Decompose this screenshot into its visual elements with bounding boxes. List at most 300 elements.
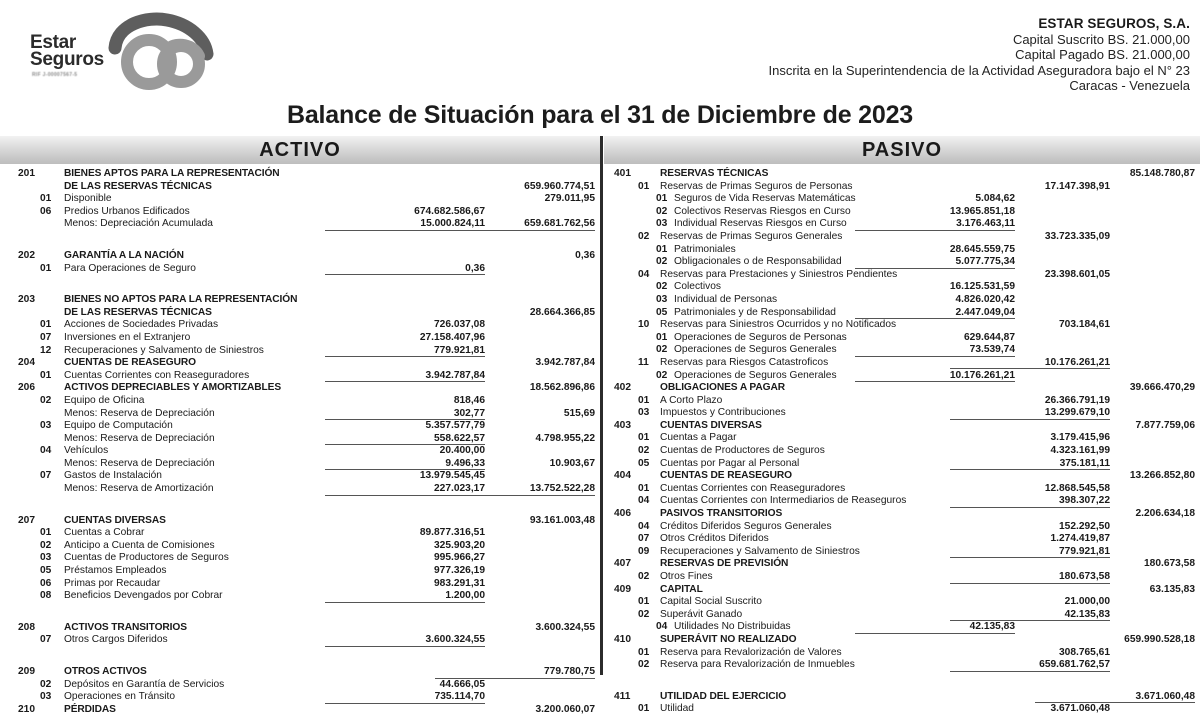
ledger-row bbox=[0, 691, 600, 704]
ledger-row bbox=[604, 281, 1200, 294]
amount-c2: 398.307,22 bbox=[950, 495, 1110, 508]
ledger-row bbox=[0, 420, 600, 433]
ledger-row bbox=[604, 256, 1200, 269]
account-label: UTILIDAD DEL EJERCICIO bbox=[660, 690, 787, 702]
account-code: 06 bbox=[40, 205, 52, 217]
account-code: 208 bbox=[18, 621, 35, 633]
account-code: 01 bbox=[40, 319, 52, 331]
amount-c1: 5.084,62 bbox=[975, 193, 1015, 205]
account-label: Disponible bbox=[64, 193, 112, 205]
logo-wordmark bbox=[30, 34, 104, 68]
account-code: 02 bbox=[656, 281, 668, 293]
amount-c1: 0,36 bbox=[325, 263, 485, 276]
amount-c1: 20.400,00 bbox=[439, 445, 485, 457]
amount-c1: 10.176.261,21 bbox=[855, 370, 1015, 383]
ledger-row bbox=[0, 332, 600, 345]
amount-c2: 779.921,81 bbox=[950, 546, 1110, 559]
account-code: 407 bbox=[614, 558, 631, 570]
capital-suscrito: Capital Suscrito BS. 21.000,00 bbox=[1012, 31, 1190, 47]
amount-c1: 674.682.586,67 bbox=[414, 205, 485, 217]
ledger-row bbox=[604, 370, 1200, 383]
account-label: CUENTAS DE REASEGURO bbox=[64, 357, 196, 369]
account-code: 03 bbox=[638, 407, 650, 419]
amount-c2: 375.181,11 bbox=[950, 458, 1110, 471]
account-code: 03 bbox=[40, 552, 52, 564]
ledger-row bbox=[0, 527, 600, 540]
account-code: 01 bbox=[656, 331, 668, 343]
amount-c1: 13.965.851,18 bbox=[949, 205, 1015, 217]
amount-c1: 995.966,27 bbox=[434, 552, 485, 564]
pasivo-banner-label: PASIVO bbox=[861, 138, 943, 161]
account-code: 11 bbox=[638, 356, 649, 368]
account-label: Reservas para Siniestros Ocurridos y no Notificados bbox=[660, 319, 897, 331]
amount-c1: 325.903,20 bbox=[434, 539, 485, 551]
account-code: 01 bbox=[638, 432, 650, 444]
account-label: Recuperaciones y Salvamento de Siniestros bbox=[660, 545, 860, 557]
account-code: 05 bbox=[40, 565, 52, 577]
account-label: Individual Reservas Riesgos en Curso bbox=[674, 218, 847, 230]
ledger-row bbox=[604, 432, 1200, 445]
account-label: Operaciones de Seguros Generales bbox=[674, 344, 837, 356]
account-label: Operaciones de Seguros de Personas bbox=[674, 331, 847, 343]
account-label: ACTIVOS DEPRECIABLES Y AMORTIZABLES bbox=[64, 382, 282, 394]
amount-c1: 15.000.824,11 bbox=[325, 218, 485, 231]
ledger-row bbox=[0, 590, 600, 603]
account-label: Equipo de Oficina bbox=[64, 394, 145, 406]
account-code: 07 bbox=[40, 331, 52, 343]
activo-column bbox=[0, 168, 600, 716]
amount-c2: 703.184,61 bbox=[1059, 319, 1110, 331]
account-label: Préstamos Empleados bbox=[64, 565, 167, 577]
amount-c1: 302,77 bbox=[325, 408, 485, 421]
spacer-row bbox=[0, 647, 600, 666]
account-code: 410 bbox=[614, 633, 631, 645]
account-label: Cuentas Corrientes con Intermediarios de Reaseguros bbox=[660, 495, 907, 507]
account-code: 07 bbox=[40, 470, 52, 482]
ledger-row bbox=[604, 647, 1200, 660]
account-code: 02 bbox=[40, 394, 52, 406]
amount-c2: 3.942.787,84 bbox=[535, 357, 595, 369]
logo-line-2: Seguros bbox=[30, 49, 104, 70]
amount-c2: 659.960.774,51 bbox=[524, 180, 595, 192]
amount-c3: 180.673,58 bbox=[1144, 558, 1195, 570]
amount-c2: 23.398.601,05 bbox=[1044, 268, 1110, 280]
account-code: 01 bbox=[638, 180, 650, 192]
logo-rif-text: RIF J-00007567-5 bbox=[32, 72, 78, 78]
account-code: 05 bbox=[638, 457, 650, 469]
amount-c3: 7.877.759,06 bbox=[1135, 419, 1195, 431]
account-code: 07 bbox=[40, 634, 52, 646]
account-code: 204 bbox=[18, 357, 35, 369]
amount-c3: 3.671.060,48 bbox=[1035, 691, 1195, 704]
account-label: Operaciones de Seguros Generales bbox=[674, 369, 837, 381]
ledger-row bbox=[604, 546, 1200, 559]
account-label: Seguros de Vida Reservas Matemáticas bbox=[674, 193, 856, 205]
amount-c2: 152.292,50 bbox=[1059, 520, 1110, 532]
account-code: 02 bbox=[656, 205, 668, 217]
account-code: 01 bbox=[656, 193, 668, 205]
account-label: Inversiones en el Extranjero bbox=[64, 331, 191, 343]
account-label: Utilidad bbox=[660, 703, 694, 715]
amount-c1: 977.326,19 bbox=[434, 565, 485, 577]
account-label: A Corto Plazo bbox=[660, 394, 723, 406]
amount-c2: 13.299.679,10 bbox=[950, 407, 1110, 420]
account-code: 03 bbox=[40, 691, 52, 703]
account-label: Reservas de Primas Seguros de Personas bbox=[660, 180, 853, 192]
company-info-block bbox=[769, 16, 1190, 94]
amount-c1: 16.125.531,59 bbox=[949, 281, 1015, 293]
spacer-row bbox=[0, 275, 600, 294]
ledger-row bbox=[0, 704, 600, 716]
ledger-row bbox=[0, 263, 600, 276]
amount-c1: 3.176.463,11 bbox=[855, 218, 1015, 231]
amount-c1: 89.877.316,51 bbox=[419, 527, 485, 539]
ledger-row bbox=[604, 407, 1200, 420]
ledger-row bbox=[604, 596, 1200, 609]
amount-c2: 10.903,67 bbox=[549, 457, 595, 469]
account-label: PASIVOS TRANSITORIOS bbox=[660, 508, 783, 520]
amount-c2: 28.664.366,85 bbox=[529, 306, 595, 318]
amount-c2: 1.274.419,87 bbox=[1050, 533, 1110, 545]
account-code: 01 bbox=[40, 369, 52, 381]
account-label: Anticipo a Cuenta de Comisiones bbox=[64, 539, 215, 551]
account-label: PÉRDIDAS bbox=[64, 703, 116, 715]
account-code: 403 bbox=[614, 419, 631, 431]
account-label: Cuentas Corrientes con Reaseguradores bbox=[64, 369, 250, 381]
ledger-row bbox=[0, 679, 600, 692]
account-label: Cuentas a Pagar bbox=[660, 432, 737, 444]
ledger-row bbox=[604, 294, 1200, 307]
account-label: ACTIVOS TRANSITORIOS bbox=[64, 621, 187, 633]
ledger-row bbox=[0, 357, 600, 370]
ledger-row bbox=[604, 659, 1200, 672]
ledger-row bbox=[0, 515, 600, 528]
amount-c1: 558.622,57 bbox=[325, 433, 485, 446]
amount-c2: 42.135,83 bbox=[950, 609, 1110, 622]
amount-c1: 5.357.577,79 bbox=[425, 420, 485, 432]
account-code: 03 bbox=[656, 293, 668, 305]
ledger-row bbox=[0, 181, 600, 194]
capital-pagado: Capital Pagado BS. 21.000,00 bbox=[1015, 47, 1190, 62]
account-code: 06 bbox=[40, 577, 52, 589]
account-label: Vehículos bbox=[64, 445, 109, 457]
account-label: Colectivos Reservas Riesgos en Curso bbox=[674, 205, 851, 217]
account-label: Cuentas por Pagar al Personal bbox=[660, 457, 800, 469]
account-label: Acciones de Sociedades Privadas bbox=[64, 319, 219, 331]
pasivo-column bbox=[604, 168, 1200, 716]
ledger-row bbox=[0, 218, 600, 231]
amount-c3: 39.666.470,29 bbox=[1129, 382, 1195, 394]
ledger-row bbox=[604, 319, 1200, 332]
account-label: Patrimoniales bbox=[674, 243, 736, 255]
ledger-row bbox=[604, 558, 1200, 571]
amount-c1: 5.077.775,34 bbox=[855, 256, 1015, 269]
amount-c3: 63.135,83 bbox=[1149, 583, 1195, 595]
account-label: RESERVAS TÉCNICAS bbox=[660, 168, 769, 179]
ledger-row bbox=[0, 540, 600, 553]
account-label: Cuentas Corrientes con Reaseguradores bbox=[660, 482, 846, 494]
amount-c1: 726.037,08 bbox=[434, 319, 485, 331]
account-code: 05 bbox=[656, 306, 668, 318]
account-code: 201 bbox=[18, 168, 35, 179]
ledger-row bbox=[604, 495, 1200, 508]
amount-c2: 3.200.060,07 bbox=[535, 703, 595, 715]
account-code: 409 bbox=[614, 583, 631, 595]
amount-c3: 13.266.852,80 bbox=[1129, 470, 1195, 482]
ledger-row bbox=[0, 458, 600, 471]
amount-c2: 3.179.415,96 bbox=[1050, 432, 1110, 444]
account-code: 02 bbox=[638, 608, 650, 620]
logo-swirl-icon bbox=[107, 14, 212, 90]
amount-c1: 73.539,74 bbox=[855, 344, 1015, 357]
account-label: Menos: Reserva de Depreciación bbox=[64, 432, 215, 444]
ledger-row bbox=[0, 565, 600, 578]
account-code: 02 bbox=[656, 369, 668, 381]
account-label: Reserva para Revalorización de Inmuebles bbox=[660, 659, 855, 671]
amount-c2: 0,36 bbox=[575, 249, 595, 261]
account-code: 404 bbox=[614, 470, 631, 482]
spacer-row bbox=[604, 672, 1200, 691]
ledger-row bbox=[604, 420, 1200, 433]
logo-line-1: Estar bbox=[30, 32, 77, 53]
amount-c1: 3.600.324,55 bbox=[325, 634, 485, 647]
amount-c2: 21.000,00 bbox=[1064, 596, 1110, 608]
amount-c2: 18.562.896,86 bbox=[529, 382, 595, 394]
account-code: 04 bbox=[40, 445, 52, 457]
account-code: 04 bbox=[638, 268, 650, 280]
amount-c2: 26.366.791,19 bbox=[1044, 394, 1110, 406]
spacer-row bbox=[0, 603, 600, 622]
account-code: 401 bbox=[614, 168, 631, 179]
account-label: Individual de Personas bbox=[674, 293, 778, 305]
ledger-row bbox=[0, 666, 600, 679]
account-code: 01 bbox=[638, 394, 650, 406]
account-code: 02 bbox=[638, 571, 650, 582]
account-code: 406 bbox=[614, 508, 631, 520]
account-label: Impuestos y Contribuciones bbox=[660, 407, 786, 419]
account-code: 203 bbox=[18, 294, 35, 306]
account-label: Reserva para Revalorización de Valores bbox=[660, 646, 842, 658]
amount-c2: 3.671.060,48 bbox=[1050, 703, 1110, 715]
ledger-row bbox=[0, 370, 600, 383]
spacer-row bbox=[0, 496, 600, 515]
account-label: Patrimoniales y de Responsabilidad bbox=[674, 306, 836, 318]
ledger-row bbox=[0, 445, 600, 458]
ledger-row bbox=[604, 193, 1200, 206]
amount-c2: 12.868.545,58 bbox=[1044, 482, 1110, 494]
account-label: Menos: Depreciación Acumulada bbox=[64, 218, 213, 230]
account-label: Créditos Diferidos Seguros Generales bbox=[660, 520, 832, 532]
account-label: Gastos de Instalación bbox=[64, 470, 162, 482]
account-code: 02 bbox=[638, 445, 650, 457]
amount-c1: 983.291,31 bbox=[434, 577, 485, 589]
account-label: Obligacionales o de Responsabilidad bbox=[674, 256, 842, 268]
account-code: 402 bbox=[614, 382, 631, 394]
amount-c1: 9.496,33 bbox=[325, 458, 485, 471]
account-code: 209 bbox=[18, 666, 35, 677]
ledger-row bbox=[604, 344, 1200, 357]
ledger-row bbox=[604, 483, 1200, 496]
ledger-row bbox=[604, 521, 1200, 534]
account-label: CUENTAS DIVERSAS bbox=[660, 419, 762, 431]
column-divider bbox=[600, 136, 603, 675]
account-label: Recuperaciones y Salvamento de Siniestros bbox=[64, 344, 264, 356]
amount-c2: 779.780,75 bbox=[435, 666, 595, 679]
amount-c3: 2.206.634,18 bbox=[1135, 508, 1195, 520]
account-code: 10 bbox=[638, 319, 650, 331]
account-label: CAPITAL bbox=[660, 583, 703, 595]
ledger-row bbox=[0, 433, 600, 446]
ledger-row bbox=[604, 269, 1200, 282]
account-label: Menos: Reserva de Depreciación bbox=[64, 407, 215, 419]
account-label: DE LAS RESERVAS TÉCNICAS bbox=[64, 180, 212, 192]
account-code: 02 bbox=[656, 344, 668, 356]
account-code: 01 bbox=[40, 527, 52, 539]
account-label: Menos: Reserva de Depreciación bbox=[64, 457, 215, 469]
account-code: 02 bbox=[638, 230, 650, 242]
account-code: 202 bbox=[18, 249, 35, 261]
ledger-row bbox=[0, 307, 600, 320]
amount-c1: 818,46 bbox=[453, 394, 485, 406]
account-label: Operaciones en Tránsito bbox=[64, 691, 175, 703]
amount-c2: 13.752.522,28 bbox=[435, 483, 595, 496]
ledger-row bbox=[0, 483, 600, 496]
amount-c2: 4.323.161,99 bbox=[1050, 445, 1110, 457]
ledger-row bbox=[604, 470, 1200, 483]
ledger-row bbox=[604, 231, 1200, 244]
amount-c2: 659.681.762,56 bbox=[435, 218, 595, 231]
ledger-row bbox=[0, 193, 600, 206]
account-label: Cuentas a Cobrar bbox=[64, 527, 145, 539]
account-label: RESERVAS DE PREVISIÓN bbox=[660, 558, 789, 570]
amount-c2: 659.681.762,57 bbox=[950, 659, 1110, 672]
company-logo bbox=[22, 12, 212, 92]
account-label: Primas por Recaudar bbox=[64, 577, 161, 589]
account-label: Utilidades No Distribuidas bbox=[674, 621, 791, 633]
account-label: SUPERÁVIT NO REALIZADO bbox=[660, 633, 797, 645]
account-code: 03 bbox=[656, 218, 668, 230]
inscripcion-text: Inscrita en la Superintendencia de la Actividad Aseguradora bajo el N° 23 bbox=[768, 62, 1190, 78]
account-label: Colectivos bbox=[674, 281, 721, 293]
ledger-row bbox=[604, 458, 1200, 471]
amount-c1: 42.135,83 bbox=[855, 621, 1015, 634]
account-label: Equipo de Computación bbox=[64, 420, 173, 432]
ledger-row bbox=[0, 395, 600, 408]
amount-c3: 659.990.528,18 bbox=[1124, 633, 1195, 645]
amount-c1: 13.979.545,45 bbox=[419, 470, 485, 482]
amount-c3: 85.148.780,87 bbox=[1129, 168, 1195, 179]
ledger-row bbox=[604, 533, 1200, 546]
account-label: GARANTÍA A LA NACIÓN bbox=[64, 249, 184, 261]
account-code: 04 bbox=[656, 621, 668, 633]
amount-c1: 27.158.407,96 bbox=[419, 331, 485, 343]
account-label: CUENTAS DE REASEGURO bbox=[660, 470, 792, 482]
account-code: 02 bbox=[40, 678, 52, 690]
account-code: 207 bbox=[18, 514, 35, 526]
account-label: Cuentas de Productores de Seguros bbox=[64, 552, 229, 564]
account-label: Superávit Ganado bbox=[660, 608, 743, 620]
account-code: 01 bbox=[40, 262, 52, 274]
account-code: 206 bbox=[18, 382, 35, 394]
amount-c2: 4.798.955,22 bbox=[535, 432, 595, 444]
amount-c2: 33.723.335,09 bbox=[1044, 230, 1110, 242]
ledger-row bbox=[604, 357, 1200, 370]
ledger-row bbox=[604, 395, 1200, 408]
account-label: Reservas para Riesgos Catastroficos bbox=[660, 356, 829, 368]
amount-c1: 2.447.049,04 bbox=[855, 307, 1015, 320]
account-label: Predios Urbanos Edificados bbox=[64, 205, 190, 217]
ledger-row bbox=[0, 382, 600, 395]
ledger-row bbox=[604, 571, 1200, 584]
account-code: 02 bbox=[40, 539, 52, 551]
account-label: Otros Créditos Diferidos bbox=[660, 533, 769, 545]
ledger-row bbox=[0, 408, 600, 421]
activo-banner bbox=[0, 136, 600, 164]
account-code: 04 bbox=[638, 495, 650, 507]
account-code: 02 bbox=[656, 256, 668, 268]
amount-c1: 735.114,70 bbox=[325, 691, 485, 704]
account-code: 01 bbox=[638, 596, 650, 608]
ledger-row bbox=[604, 181, 1200, 194]
ledger-row bbox=[604, 332, 1200, 345]
account-label: Reservas de Primas Seguros Generales bbox=[660, 230, 843, 242]
ledger-row bbox=[604, 584, 1200, 597]
ledger-row bbox=[604, 382, 1200, 395]
amount-c2: 180.673,58 bbox=[950, 571, 1110, 584]
amount-c1: 227.023,17 bbox=[325, 483, 485, 496]
account-label: BIENES APTOS PARA LA REPRESENTACIÓN bbox=[64, 168, 280, 179]
account-code: 08 bbox=[40, 590, 52, 602]
account-label: Capital Social Suscrito bbox=[660, 596, 762, 608]
activo-banner-label: ACTIVO bbox=[259, 138, 341, 161]
account-label: Menos: Reserva de Amortización bbox=[64, 483, 214, 495]
amount-c2: 279.011,95 bbox=[544, 193, 595, 205]
account-code: 01 bbox=[656, 243, 668, 255]
account-label: BIENES NO APTOS PARA LA REPRESENTACIÓN bbox=[64, 294, 298, 306]
ledger-row bbox=[604, 168, 1200, 181]
account-code: 12 bbox=[40, 344, 52, 356]
account-code: 01 bbox=[638, 646, 650, 658]
account-code: 01 bbox=[40, 193, 52, 205]
ledger-row bbox=[0, 552, 600, 565]
ledger-row bbox=[604, 609, 1200, 622]
amount-c2: 17.147.398,91 bbox=[1044, 180, 1110, 192]
account-code: 07 bbox=[638, 533, 650, 545]
pasivo-banner bbox=[604, 136, 1200, 164]
account-code: 01 bbox=[638, 703, 650, 715]
account-label: Otros Cargos Diferidos bbox=[64, 634, 168, 646]
amount-c1: 779.921,81 bbox=[325, 345, 485, 358]
account-label: OTROS ACTIVOS bbox=[64, 666, 147, 677]
ledger-row bbox=[0, 578, 600, 591]
account-code: 04 bbox=[638, 520, 650, 532]
amount-c1: 44.666,05 bbox=[439, 678, 485, 690]
account-label: CUENTAS DIVERSAS bbox=[64, 514, 166, 526]
ledger-row bbox=[604, 703, 1200, 716]
ledger-row bbox=[604, 244, 1200, 257]
ledger-row bbox=[0, 622, 600, 635]
amount-c1: 629.644,87 bbox=[964, 331, 1015, 343]
account-code: 411 bbox=[614, 690, 631, 702]
ledger-row bbox=[0, 250, 600, 263]
account-label: Reservas para Prestaciones y Siniestros Pendientes bbox=[660, 268, 898, 280]
account-label: Depósitos en Garantía de Servicios bbox=[64, 678, 225, 690]
account-label: DE LAS RESERVAS TÉCNICAS bbox=[64, 306, 212, 318]
ciudad-text: Caracas - Venezuela bbox=[1069, 78, 1190, 93]
amount-c2: 93.161.003,48 bbox=[529, 514, 595, 526]
company-name: ESTAR SEGUROS, S.A. bbox=[1038, 16, 1190, 31]
ledger-row bbox=[0, 345, 600, 358]
